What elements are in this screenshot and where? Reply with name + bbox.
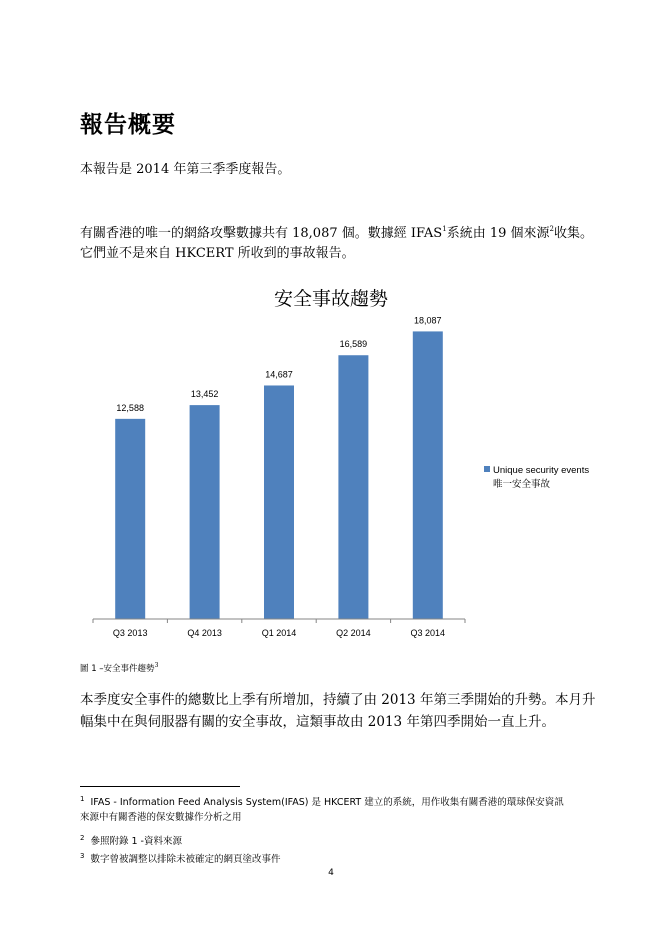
figure-caption: [80, 662, 158, 674]
footnote-text: 數字曾被調整以排除未被確定的網頁塗改事件: [90, 854, 281, 865]
footnote-number: 1: [80, 795, 85, 803]
analysis-paragraph: [80, 689, 595, 733]
summary-text-2: 系統由 19 個來源: [446, 226, 550, 241]
footnote-number: 3: [80, 852, 85, 860]
footnote-number: 2: [80, 834, 85, 842]
data-label: 14,687: [265, 369, 293, 380]
footnote-text: IFAS - Information Feed Analysis System(IFAS) 是 HKCERT: [90, 797, 365, 808]
data-label: 16,589: [339, 339, 368, 350]
bar: [413, 331, 443, 619]
legend-label: Unique security events: [493, 465, 590, 476]
footnote-1: [80, 792, 600, 825]
footnote-text: 來源中有關香港的保安數據作分析之用: [80, 812, 242, 823]
bar: [264, 385, 294, 619]
x-tick-label: Q1 2014: [261, 628, 297, 638]
footnote-text: 建立的系統，用作收集有關香港的環球保安資訊: [364, 797, 564, 808]
page-number: 4: [328, 868, 334, 878]
analysis-line-1: 本季度安全事件的總數比上季有所增加，持續了由 2013 年第三季開始的升勢。本月升: [80, 692, 596, 708]
legend-swatch: [484, 466, 490, 472]
footnote-text: 參照附錄 1 -: [90, 836, 144, 847]
chart-title: 安全事故趨勢: [273, 288, 388, 310]
bar: [190, 405, 220, 619]
page-heading: 報告概要: [80, 112, 176, 138]
legend-label-secondary: 唯一安全事故: [493, 479, 551, 490]
data-label: 13,452: [190, 389, 219, 400]
data-label: 18,087: [414, 315, 442, 326]
footnote-text: 資料來源: [143, 836, 182, 847]
x-tick-label: Q3 2013: [112, 628, 148, 638]
summary-text-4: 它們並不是來自 HKCERT 所收到的事故報告。: [80, 246, 355, 261]
footnote-2: [80, 831, 600, 849]
bar: [338, 355, 368, 619]
footnote-ref-2[interactable]: 2: [549, 225, 554, 233]
data-label: 12,588: [116, 402, 144, 413]
x-tick-label: Q4 2013: [187, 628, 222, 638]
caption-text: 圖 1 –安全事件趨勢: [80, 664, 155, 674]
intro-paragraph: 本報告是 2014 年第三季季度報告。: [80, 162, 291, 177]
footnote-divider: [80, 786, 240, 787]
footnote-3: [80, 849, 600, 867]
analysis-line-2: 幅集中在與伺服器有關的安全事故，這類事故由 2013 年第四季開始一直上升。: [80, 714, 555, 730]
bar: [115, 419, 145, 619]
summary-text-3: 收集。: [553, 226, 593, 241]
summary-text-1: 有關香港的唯一的網絡攻擊數據共有 18,087 個。數據經 IFAS: [80, 226, 443, 241]
x-tick-label: Q2 2014: [336, 628, 371, 638]
caption-footnote-ref[interactable]: 3: [154, 662, 159, 669]
footnote-ref-1[interactable]: 1: [442, 225, 447, 233]
x-tick-label: Q3 2014: [410, 628, 446, 638]
